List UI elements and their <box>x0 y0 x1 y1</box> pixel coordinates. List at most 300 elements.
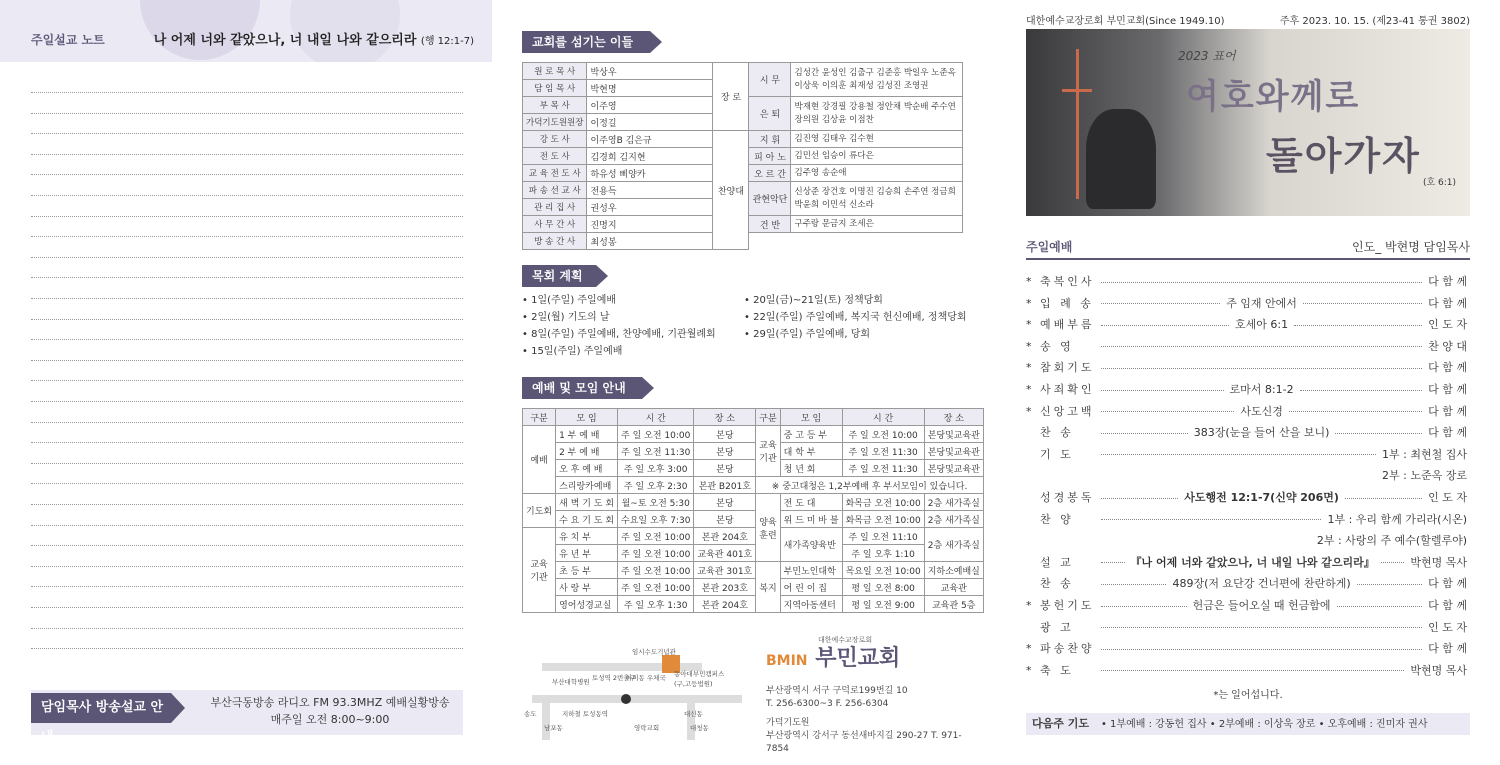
meeting-row <box>523 460 984 477</box>
note-line <box>31 339 463 340</box>
elder-type: 시 무 <box>749 63 791 97</box>
meeting-name: 사 랑 부 <box>556 579 618 596</box>
servant-role: 담 임 목 사 <box>523 80 587 97</box>
order-name <box>1040 445 1098 465</box>
dot-leader <box>1101 670 1404 671</box>
order-name <box>1040 294 1098 314</box>
order-name <box>1040 618 1098 638</box>
meetings-header-cell: 구분 <box>523 409 556 426</box>
meeting-name: 전 도 대 <box>780 494 842 511</box>
dot-leader <box>1335 433 1422 434</box>
choir-line: 김민선 임승이 류다은 <box>794 150 874 161</box>
order-name-text: 기 도 <box>1040 447 1074 461</box>
meeting-time: 주 일 오전 10:00 <box>618 545 694 562</box>
note-line <box>31 525 463 526</box>
meeting-name: 새 벽 기 도 회 <box>556 494 618 511</box>
servant-role: 교 육 전 도 사 <box>523 165 587 182</box>
order-name <box>1040 423 1098 443</box>
order-person: 박현명 목사 <box>1410 663 1467 677</box>
group-label: 복지 <box>759 583 777 594</box>
meeting-group <box>523 494 556 528</box>
servant-row <box>523 131 963 148</box>
meeting-time: 주 일 오전 11:10 <box>842 528 924 545</box>
meetings-header-cell: 장 소 <box>924 409 983 426</box>
meeting-time: 목요일 오전 10:00 <box>842 562 924 579</box>
meetings-header-cell: 시 간 <box>618 409 694 426</box>
note-sermon-title: 나 어제 너와 같았으나, 너 내일 나와 같으리라 (행 12:1-7) <box>153 33 474 48</box>
servant-role: 방 송 간 사 <box>523 233 587 250</box>
order-name <box>1040 272 1098 292</box>
plans-title: 목회 계획 <box>522 265 596 287</box>
order-person: 다 함 께 <box>1428 361 1467 375</box>
meeting-time: 주 일 오후 1:10 <box>842 545 924 562</box>
order-content: 『나 어제 너와 같았으나, 너 내일 나와 같으리라』 <box>1130 555 1375 569</box>
dot-leader <box>1345 498 1422 499</box>
order-row <box>1026 272 1470 292</box>
meeting-row <box>523 528 984 545</box>
meetings-title: 예배 및 모임 안내 <box>522 377 642 399</box>
meeting-place: 교육관 301호 <box>694 562 756 579</box>
note-line <box>31 154 463 155</box>
servant-name: 하유성 삐양카 <box>587 165 713 182</box>
order-row <box>1026 553 1470 573</box>
meeting-time: 화목금 오전 10:00 <box>842 494 924 511</box>
note-line <box>31 442 463 443</box>
note-line <box>31 319 463 320</box>
order-name-text: 파송찬양 <box>1040 642 1095 656</box>
servant-role: 강 도 사 <box>523 131 587 148</box>
order-content: 로마서 8:1-2 <box>1229 383 1294 396</box>
servant-row <box>523 63 963 80</box>
sermon-note-header <box>0 0 492 62</box>
order-person: 찬 양 대 <box>1428 339 1467 353</box>
choir-names <box>791 165 963 182</box>
meetings-table <box>522 408 984 613</box>
order-name <box>1040 402 1098 422</box>
stand-mark: * <box>1026 275 1032 288</box>
dot-leader <box>1101 282 1422 283</box>
order-name-text: 축 도 <box>1040 663 1074 677</box>
dot-leader <box>1101 649 1422 650</box>
order-person: 다 함 께 <box>1428 383 1468 396</box>
sermon-note-panel <box>0 0 492 765</box>
note-line <box>31 463 463 464</box>
note-line <box>31 113 463 114</box>
order-row <box>1026 423 1470 443</box>
meeting-group <box>523 528 556 613</box>
banner-ref: (호 6:1) <box>1422 178 1456 188</box>
order-row <box>1026 639 1470 659</box>
meeting-row <box>523 562 984 579</box>
meeting-name: 위 드 미 바 블 <box>780 511 842 528</box>
meeting-place: 2층 새가족실 <box>924 494 983 511</box>
dot-leader <box>1101 519 1321 520</box>
church-logo-sub: 대한예수교장로회 <box>818 636 873 644</box>
meeting-group <box>756 426 780 477</box>
note-line <box>31 216 463 217</box>
choir-names <box>791 182 963 216</box>
meeting-time: 주 일 오후 3:00 <box>618 460 694 477</box>
servant-name: 최성봉 <box>587 233 713 250</box>
stand-mark: * <box>1026 663 1032 677</box>
order-person: 다 함 께 <box>1428 599 1468 612</box>
order-row <box>1026 488 1470 508</box>
meeting-name: 중 고 등 부 <box>780 426 842 443</box>
map-label: 동아대부민캠퍼스 <box>674 670 725 678</box>
dot-leader <box>1300 390 1423 391</box>
order-person: 다 함 께 <box>1428 404 1468 418</box>
meeting-row <box>523 579 984 596</box>
dot-leader <box>1101 325 1229 326</box>
servant-name: 이정길 <box>587 114 713 131</box>
meeting-place: 본관 B201호 <box>694 477 756 494</box>
dot-leader <box>1101 346 1422 347</box>
worship-header <box>1026 234 1470 260</box>
meeting-name: 초 등 부 <box>556 562 618 579</box>
order-person: 박현명 목사 <box>1410 555 1467 569</box>
dot-leader <box>1101 411 1234 412</box>
meeting-time: 주 일 오전 10:00 <box>618 562 694 579</box>
order-content: 383장(눈을 들어 산을 보니) <box>1193 426 1330 440</box>
meeting-name: 청 년 회 <box>780 460 842 477</box>
meeting-place: 2층 새가족실 <box>924 528 983 562</box>
order-content: 489장(저 요단강 건너편에 찬란하게) <box>1172 577 1351 591</box>
elder-line: 이상욱 이의훈 최재성 김성진 조영권 <box>794 80 929 91</box>
note-line <box>31 360 463 361</box>
order-name <box>1040 358 1098 378</box>
order-content: 헌금은 들어오실 때 헌금함에 <box>1192 599 1331 612</box>
order-person: 인 도 자 <box>1428 318 1468 332</box>
meeting-name: 지역아동센터 <box>780 596 842 613</box>
elder-line: 박재현 강경필 강용철 정안채 박순배 주수연 <box>794 101 956 112</box>
meetings-header-cell: 시 간 <box>842 409 924 426</box>
meeting-place: 본당 <box>694 494 756 511</box>
order-name-text: 송 영 <box>1040 339 1074 353</box>
choir-role: 오 르 간 <box>749 165 791 182</box>
map-label: 임시수도기념관 <box>632 648 676 656</box>
meeting-time: 주 일 오전 10:00 <box>842 426 924 443</box>
meeting-time: 주 일 오전 10:00 <box>618 579 694 596</box>
broadcast-label: 담임목사 방송설교 안내 <box>31 693 171 723</box>
note-line <box>31 607 463 608</box>
map-label: 토성역 2번출구 <box>592 674 636 682</box>
meeting-name: 수 요 기 도 회 <box>556 511 618 528</box>
meeting-place: 본관 204호 <box>694 596 756 613</box>
servant-name: 전용득 <box>587 182 713 199</box>
meeting-time: 수요일 오후 7:30 <box>618 511 694 528</box>
map-label: 부산대학병원 <box>552 678 590 686</box>
banner-line1: 여호와께로 <box>1186 77 1361 117</box>
dot-leader <box>1101 606 1187 607</box>
order-person: 1부 : 최현철 집사 <box>1382 447 1467 461</box>
meeting-time: 화목금 오전 10:00 <box>842 511 924 528</box>
meeting-time: 주 일 오전 11:30 <box>842 443 924 460</box>
worship-leader: 인도_ 박현명 담임목사 <box>1352 240 1470 254</box>
servant-role: 가덕기도원원장 <box>523 114 587 131</box>
order-row <box>1026 315 1470 335</box>
choir-names <box>791 148 963 165</box>
group-label: 예배 <box>530 456 548 466</box>
order-name-text: 사죄확인 <box>1040 383 1095 396</box>
order-person: 다 함 께 <box>1428 296 1467 310</box>
meeting-name: 2 부 예 배 <box>556 443 618 460</box>
choir-names <box>791 216 963 233</box>
meeting-place: 교육관 401호 <box>694 545 756 562</box>
stand-mark: * <box>1026 339 1032 353</box>
plan-item: • 15일(주일) 주일예배 <box>522 346 623 357</box>
group-label: 기관 <box>759 454 777 464</box>
note-line <box>31 236 463 237</box>
dot-leader <box>1303 303 1422 304</box>
note-line <box>31 586 463 587</box>
choir-line: 구주랑 문금지 조세은 <box>794 218 874 229</box>
plan-item: • 22일(주일) 주일예배, 복지국 헌신예배, 정책당회 <box>744 312 967 323</box>
servant-role: 원 로 목 사 <box>523 63 587 80</box>
servants-table <box>522 62 963 250</box>
note-line <box>31 195 463 196</box>
dot-leader <box>1101 368 1422 369</box>
servant-role: 파 송 선 교 사 <box>523 182 587 199</box>
stand-mark: * <box>1026 296 1032 310</box>
meeting-time: 주 일 오전 11:30 <box>842 460 924 477</box>
meeting-time: 주 일 오전 10:00 <box>618 528 694 545</box>
dot-leader <box>1101 454 1376 455</box>
meeting-group <box>756 562 780 613</box>
meeting-place: 교육관 5층 <box>924 596 983 613</box>
order-name-text: 광 고 <box>1040 620 1074 634</box>
order-row <box>1026 337 1470 357</box>
choir-names <box>791 131 963 148</box>
plan-item: • 8일(주일) 주일예배, 찬양예배, 기관월례회 <box>522 329 716 340</box>
order-row <box>1026 358 1470 378</box>
order-name-text: 찬 송 <box>1040 577 1074 591</box>
order-content: 사도신경 <box>1240 404 1283 418</box>
order-person: 다 함 께 <box>1428 426 1468 440</box>
church-address: 부산광역시 서구 구덕로199번길 10 T. 256-6300~3 F. 256-6304 가덕기도원 부산광역시 강서구 동선새바지길 290-27 T. 971-7854 <box>766 686 962 754</box>
order-name-text: 참회기도 <box>1040 361 1095 375</box>
stand-mark: * <box>1026 383 1032 396</box>
order-name-text: 신앙고백 <box>1040 404 1095 418</box>
plan-item: • 20일(금)~21일(토) 정책당회 <box>744 295 883 306</box>
order-person: 1부 : 우리 함께 가리라(시온) <box>1327 512 1467 526</box>
order-person: 인 도 자 <box>1428 491 1468 504</box>
dot-leader <box>1101 627 1422 628</box>
meeting-name: 오 후 예 배 <box>556 460 618 477</box>
meeting-row <box>523 596 984 613</box>
meeting-name: 스리랑카예배 <box>556 477 618 494</box>
meeting-row <box>523 511 984 528</box>
church-info-panel <box>522 0 980 765</box>
order-row <box>1026 661 1470 681</box>
map-label: 아미동 우체국 <box>626 674 666 682</box>
order-row <box>1026 445 1470 465</box>
motto-banner <box>1026 29 1470 216</box>
servant-name: 권성우 <box>587 199 713 216</box>
choir-line: 김진영 김태우 김수현 <box>794 133 874 144</box>
meeting-row <box>523 545 984 562</box>
order-name <box>1040 553 1098 573</box>
meeting-group <box>756 494 780 562</box>
servant-name: 박현명 <box>587 80 713 97</box>
date-header: 주후 2023. 10. 15. (제23-41 통권 3802) <box>1279 16 1470 27</box>
order-row <box>1026 596 1470 616</box>
servants-title: 교회를 섬기는 이들 <box>522 31 650 53</box>
meeting-place: 지하소예배실 <box>924 562 983 579</box>
meeting-place: 2층 새가족실 <box>924 511 983 528</box>
meeting-row <box>523 426 984 443</box>
order-name-text: 축복인사 <box>1040 275 1095 288</box>
note-line <box>31 277 463 278</box>
worship-title: 주일예배 <box>1026 240 1073 254</box>
meeting-row <box>523 494 984 511</box>
note-line <box>31 92 463 93</box>
map-label: 지하철 토성동역 <box>562 710 609 718</box>
meeting-name: 대 학 부 <box>780 443 842 460</box>
group-label: 훈련 <box>759 530 777 541</box>
order-row <box>1026 618 1470 638</box>
meeting-name: 새가족양육반 <box>780 528 842 562</box>
map-label: 대신동 <box>684 710 703 718</box>
order-person: 2부 : 사랑의 주 예수(할렐루야) <box>1316 534 1467 548</box>
meetings-header-cell: 장 소 <box>694 409 756 426</box>
group-label: 양육 <box>759 517 777 528</box>
meeting-place: 본당 <box>694 426 756 443</box>
group-label: 기도회 <box>526 507 553 517</box>
stand-mark: * <box>1026 599 1032 612</box>
choir-role: 지 휘 <box>749 131 791 148</box>
servant-name: 박상우 <box>587 63 713 80</box>
meeting-place: 본관 203호 <box>694 579 756 596</box>
order-name-text: 입 례 송 <box>1040 296 1094 310</box>
stand-mark: * <box>1026 361 1032 375</box>
note-line <box>31 174 463 175</box>
dot-leader <box>1101 562 1125 563</box>
group-label: 기관 <box>530 573 548 583</box>
map-label: 영락교회 <box>634 724 660 732</box>
next-week-prayer: 다음주 기도 • 1부예배 : 강동헌 집사 • 2부예배 : 이상욱 장로 • 오후예배 : 진미자 권사 <box>1026 713 1470 735</box>
order-name <box>1040 380 1098 400</box>
meeting-time: 평 일 오전 9:00 <box>842 596 924 613</box>
cross-shape <box>1076 49 1079 199</box>
servant-role: 관 리 집 사 <box>523 199 587 216</box>
order-person: 다 함 께 <box>1428 275 1467 288</box>
meeting-place: 본당 <box>694 443 756 460</box>
meeting-place: 본당 <box>694 511 756 528</box>
note-line <box>31 504 463 505</box>
church-logo: BMIN 부민교회 <box>766 646 901 671</box>
order-name <box>1040 488 1098 508</box>
meeting-row <box>523 443 984 460</box>
order-name-text: 예배부름 <box>1040 318 1095 332</box>
church-header: 대한예수교장로회 부민교회(Since 1949.10) <box>1026 16 1225 27</box>
cross-shape <box>1062 89 1092 92</box>
order-name <box>1040 337 1098 357</box>
note-line <box>31 298 463 299</box>
elder-line: 장의원 김상윤 이점찬 <box>794 114 874 125</box>
servant-name: 진명지 <box>587 216 713 233</box>
choir-line: 박윤희 이민석 신소라 <box>794 199 874 210</box>
order-person: 2부 : 노준옥 장로 <box>1382 469 1467 483</box>
dot-leader <box>1101 584 1166 585</box>
note-line <box>31 422 463 423</box>
group-label: 교육 <box>530 560 548 570</box>
choir-line: 신상준 장건호 이명진 김승희 손주연 정금희 <box>794 186 956 197</box>
order-name-text: 성경봉독 <box>1040 491 1095 504</box>
plan-item: • 2일(월) 기도의 날 <box>522 312 610 323</box>
meeting-name: 유 년 부 <box>556 545 618 562</box>
note-line <box>31 380 463 381</box>
map-label: (구,고등법원) <box>674 680 713 688</box>
meeting-place: 본당및교육관 <box>924 460 983 477</box>
choir-line: 김주영 송순애 <box>794 167 847 178</box>
meeting-place: 본당 <box>694 460 756 477</box>
meeting-place: 교육관 <box>924 579 983 596</box>
order-row <box>1026 294 1470 314</box>
worship-panel <box>1026 0 1470 765</box>
dot-leader <box>1101 433 1188 434</box>
meeting-place: 본관 204호 <box>694 528 756 545</box>
order-name-text: 봉헌기도 <box>1040 599 1095 612</box>
note-line <box>31 545 463 546</box>
map-label: 송도 <box>524 710 537 718</box>
church-map-block <box>522 633 968 754</box>
order-name <box>1040 596 1098 616</box>
order-row <box>1026 402 1470 422</box>
choir-role: 피 아 노 <box>749 148 791 165</box>
order-row <box>1026 574 1470 594</box>
elder-group: 장 로 <box>713 63 749 131</box>
meetings-header-cell: 모 임 <box>780 409 842 426</box>
meetings-header-cell: 모 임 <box>556 409 618 426</box>
servant-role: 부 목 사 <box>523 97 587 114</box>
order-row <box>1026 466 1470 486</box>
choir-group: 찬양대 <box>713 131 749 250</box>
order-name <box>1040 574 1098 594</box>
kneeling-figure <box>1086 109 1156 209</box>
servant-role: 사 무 간 사 <box>523 216 587 233</box>
banner-line2: 돌아가자 <box>1266 133 1421 178</box>
broadcast-text: 부산극동방송 라디오 FM 93.3MHZ 예배실황방송 매주일 오전 8:00~9:00 <box>210 696 450 726</box>
order-row <box>1026 510 1470 530</box>
order-content: 사도행전 12:1-7(신약 206면) <box>1184 491 1339 504</box>
note-line <box>31 401 463 402</box>
dot-leader <box>1337 606 1423 607</box>
meeting-time: 평 일 오전 8:00 <box>842 579 924 596</box>
dot-leader <box>1101 498 1178 499</box>
note-line <box>31 257 463 258</box>
plan-item: • 29일(주일) 주일예배, 당회 <box>744 329 871 340</box>
meeting-time: 주 일 오후 1:30 <box>618 596 694 613</box>
group-label: 교육 <box>759 441 777 451</box>
meeting-time: 주 일 오후 2:30 <box>618 477 694 494</box>
order-row <box>1026 531 1470 551</box>
order-person: 다 함 께 <box>1428 642 1467 656</box>
meeting-time: 주 일 오전 11:30 <box>618 443 694 460</box>
dot-leader <box>1101 390 1224 391</box>
meeting-place: 본당및교육관 <box>924 443 983 460</box>
banner-year: 2023 표어 <box>1178 49 1236 63</box>
meeting-name: 부민노인대학 <box>780 562 842 579</box>
choir-role: 관현악단 <box>749 182 791 216</box>
dot-leader <box>1101 303 1220 304</box>
dot-leader <box>1289 411 1422 412</box>
meeting-name: 1 부 예 배 <box>556 426 618 443</box>
order-person: 다 함 께 <box>1428 577 1467 591</box>
meeting-name: 어 린 이 집 <box>780 579 842 596</box>
order-name <box>1040 639 1098 659</box>
elder-line: 김성간 윤성인 김출구 김준홍 박일우 노준옥 <box>794 67 956 78</box>
choir-role: 건 반 <box>749 216 791 233</box>
